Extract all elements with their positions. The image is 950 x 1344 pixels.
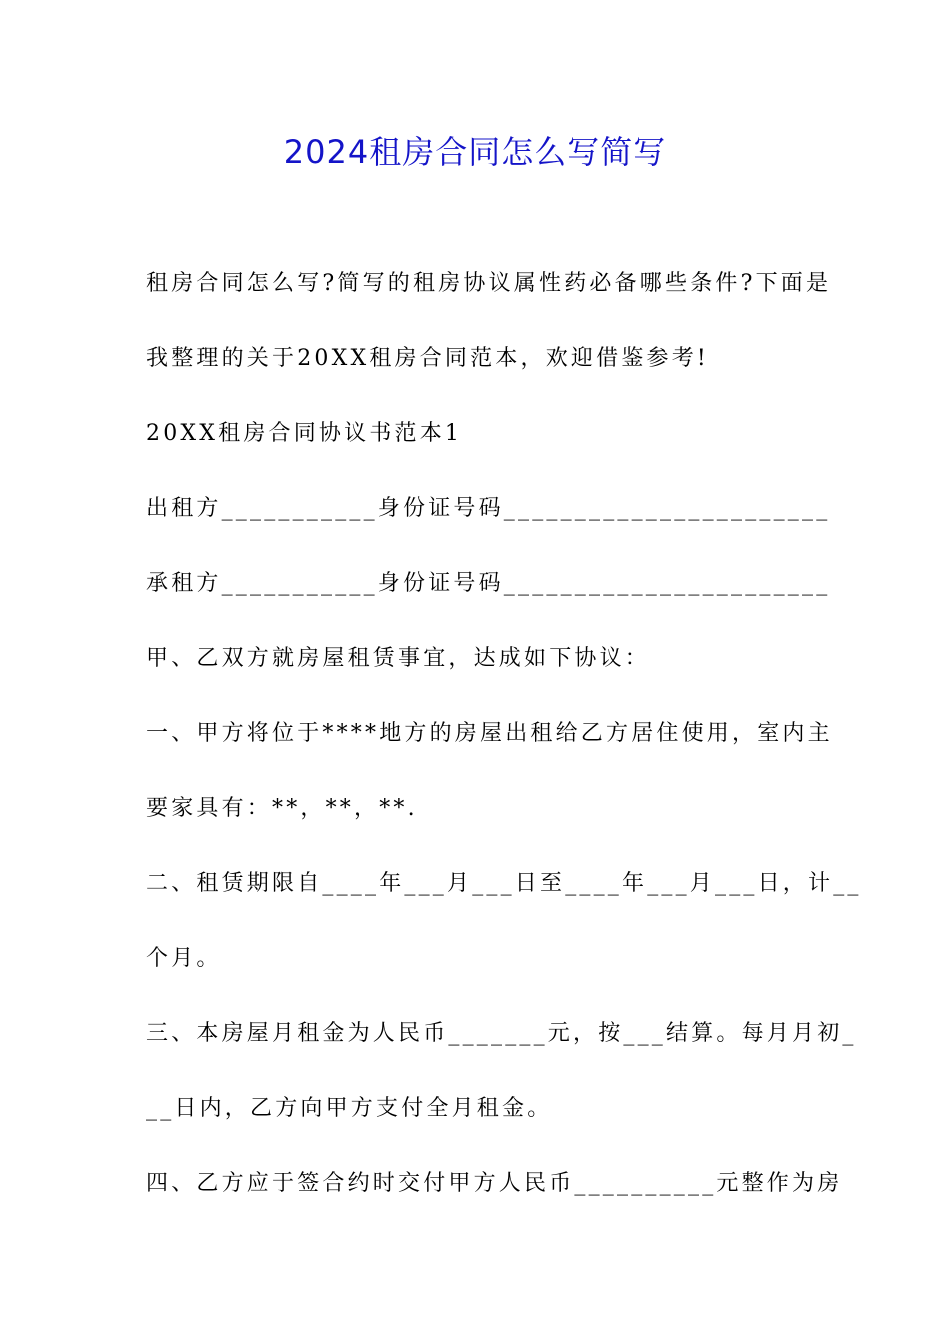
clause-4-line-1: 四、乙方应于签合约时交付甲方人民币__________元整作为房	[146, 1171, 843, 1196]
document-title: 2024租房合同怎么写简写	[283, 133, 667, 171]
clause-2-line-1: 二、租赁期限自____年___月___日至____年___月___日，计__	[146, 871, 862, 896]
lessee-line: 承租方___________身份证号码_______________________	[146, 571, 831, 596]
paragraph-intro-line-1: 租房合同怎么写?简写的租房协议属性药必备哪些条件?下面是	[146, 271, 832, 296]
clause-2-line-2: 个月。	[146, 946, 222, 971]
section-heading: 20XX租房合同协议书范本1	[146, 421, 463, 446]
clause-1-line-1: 一、甲方将位于****地方的房屋出租给乙方居住使用，室内主	[146, 721, 833, 746]
clause-1-line-2: 要家具有：**，**，**.	[146, 796, 418, 821]
lessor-line: 出租方___________身份证号码_______________________	[146, 496, 831, 521]
paragraph-intro-line-2: 我整理的关于20XX租房合同范本，欢迎借鉴参考!	[146, 346, 709, 371]
agreement-intro: 甲、乙双方就房屋租赁事宜，达成如下协议：	[146, 646, 651, 671]
clause-3-line-1: 三、本房屋月租金为人民币_______元，按___结算。每月月初_	[146, 1021, 857, 1046]
clause-3-line-2: __日内，乙方向甲方支付全月租金。	[146, 1096, 553, 1121]
